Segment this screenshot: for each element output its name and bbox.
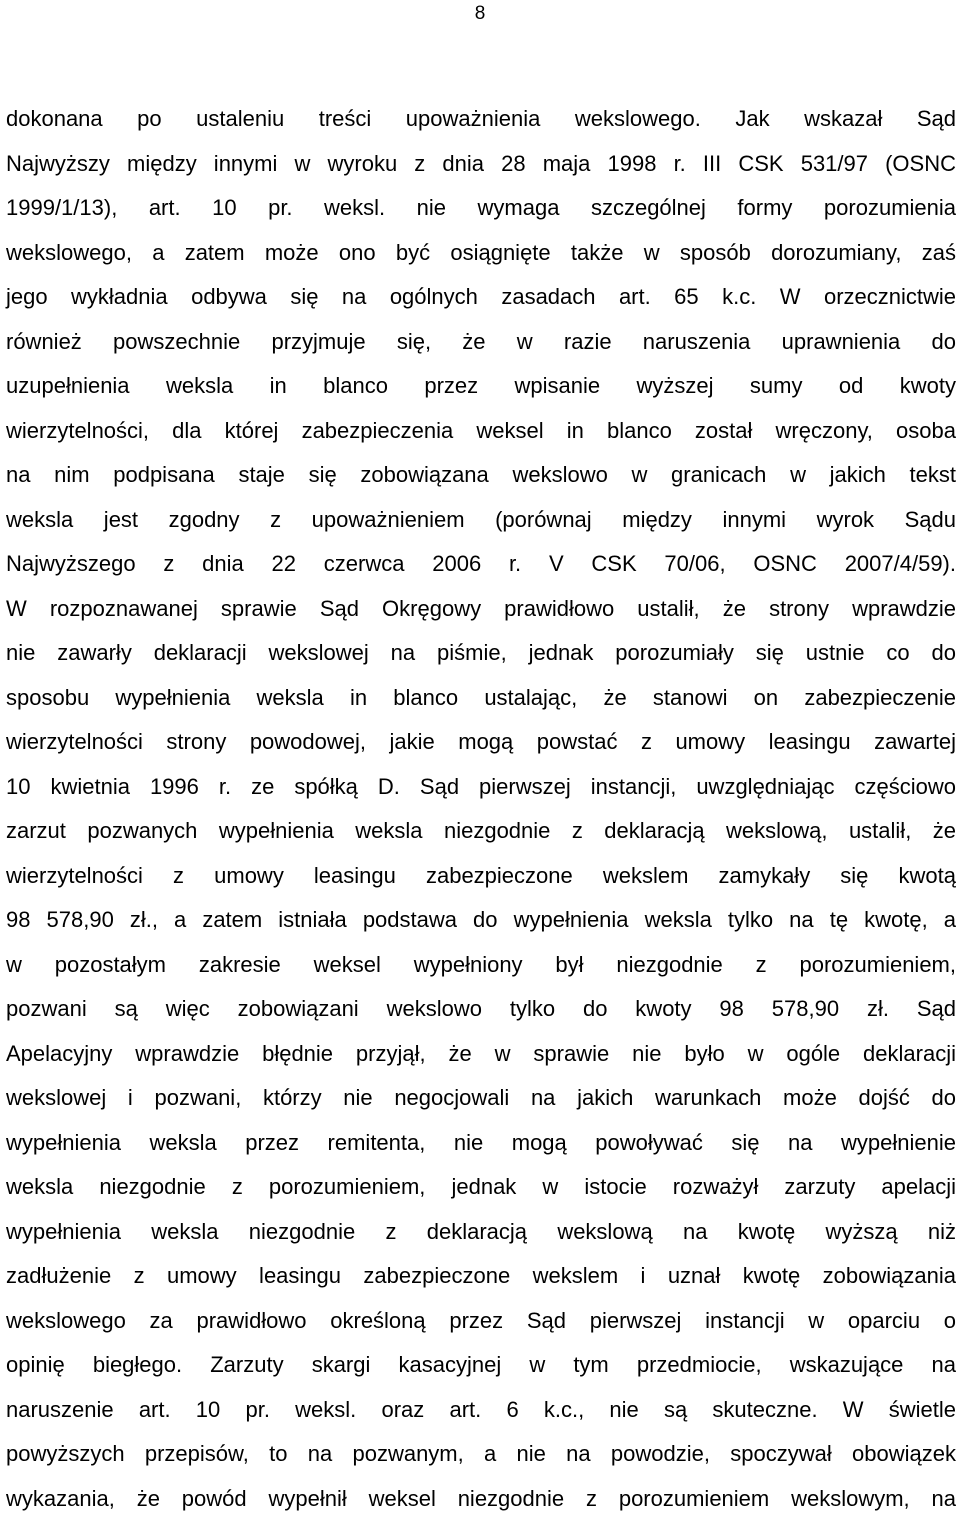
text-line: Apelacyjny wprawdzie błędnie przyjął, że w sprawie nie było w ogóle deklaracji	[6, 1032, 956, 1077]
document-body	[6, 97, 956, 1521]
text-line: również powszechnie przyjmuje się, że w razie naruszenia uprawnienia do	[6, 320, 956, 365]
text-line: naruszenie art. 10 pr. weksl. oraz art. 6 k.c., nie są skuteczne. W świetle	[6, 1388, 956, 1433]
text-line: 1999/1/13), art. 10 pr. weksl. nie wymaga szczególnej formy porozumienia	[6, 186, 956, 231]
text-line: wypełnienia weksla niezgodnie z deklaracją wekslową na kwotę wyższą niż	[6, 1210, 956, 1255]
text-line: sposobu wypełnienia weksla in blanco ustalając, że stanowi on zabezpieczenie	[6, 676, 956, 721]
text-line: Najwyższego z dnia 22 czerwca 2006 r. V CSK 70/06, OSNC 2007/4/59).	[6, 542, 956, 587]
text-line: wekslowego za prawidłowo określoną przez Sąd pierwszej instancji w oparciu o	[6, 1299, 956, 1344]
text-line: nie zawarły deklaracji wekslowej na piśmie, jednak porozumiały się ustnie co do	[6, 631, 956, 676]
text-line: dokonana po ustaleniu treści upoważnienia wekslowego. Jak wskazał Sąd	[6, 97, 956, 142]
text-line: wierzytelności, dla której zabezpieczenia weksel in blanco został wręczony, osoba	[6, 409, 956, 454]
text-line: uzupełnienia weksla in blanco przez wpisanie wyższej sumy od kwoty	[6, 364, 956, 409]
text-line: powyższych przepisów, to na pozwanym, a nie na powodzie, spoczywał obowiązek	[6, 1432, 956, 1477]
text-line: pozwani są więc zobowiązani wekslowo tylko do kwoty 98 578,90 zł. Sąd	[6, 987, 956, 1032]
text-line: zarzut pozwanych wypełnienia weksla niezgodnie z deklaracją wekslową, ustalił, że	[6, 809, 956, 854]
text-line: Najwyższy między innymi w wyroku z dnia 28 maja 1998 r. III CSK 531/97 (OSNC	[6, 142, 956, 187]
text-line: weksla jest zgodny z upoważnieniem (porównaj między innymi wyrok Sądu	[6, 498, 956, 543]
text-line: W rozpoznawanej sprawie Sąd Okręgowy prawidłowo ustalił, że strony wprawdzie	[6, 587, 956, 632]
text-line: na nim podpisana staje się zobowiązana wekslowo w granicach w jakich tekst	[6, 453, 956, 498]
text-line: wekslowej i pozwani, którzy nie negocjowali na jakich warunkach może dojść do	[6, 1076, 956, 1121]
text-line: 10 kwietnia 1996 r. ze spółką D. Sąd pierwszej instancji, uwzględniając częściowo	[6, 765, 956, 810]
text-line: zadłużenie z umowy leasingu zabezpieczone wekslem i uznał kwotę zobowiązania	[6, 1254, 956, 1299]
text-line: wierzytelności z umowy leasingu zabezpieczone wekslem zamykały się kwotą	[6, 854, 956, 899]
text-line: wypełnienia weksla przez remitenta, nie mogą powoływać się na wypełnienie	[6, 1121, 956, 1166]
text-line: weksla niezgodnie z porozumieniem, jednak w istocie rozważył zarzuty apelacji	[6, 1165, 956, 1210]
text-line: wykazania, że powód wypełnił weksel niezgodnie z porozumieniem wekslowym, na	[6, 1477, 956, 1521]
text-line: w pozostałym zakresie weksel wypełniony był niezgodnie z porozumieniem,	[6, 943, 956, 988]
text-line: jego wykładnia odbywa się na ogólnych zasadach art. 65 k.c. W orzecznictwie	[6, 275, 956, 320]
text-line: 98 578,90 zł., a zatem istniała podstawa do wypełnienia weksla tylko na tę kwotę, a	[6, 898, 956, 943]
text-line: opinię biegłego. Zarzuty skargi kasacyjnej w tym przedmiocie, wskazujące na	[6, 1343, 956, 1388]
page-number: 8	[0, 4, 960, 24]
text-line: wierzytelności strony powodowej, jakie mogą powstać z umowy leasingu zawartej	[6, 720, 956, 765]
text-line: wekslowego, a zatem może ono być osiągnięte także w sposób dorozumiany, zaś	[6, 231, 956, 276]
